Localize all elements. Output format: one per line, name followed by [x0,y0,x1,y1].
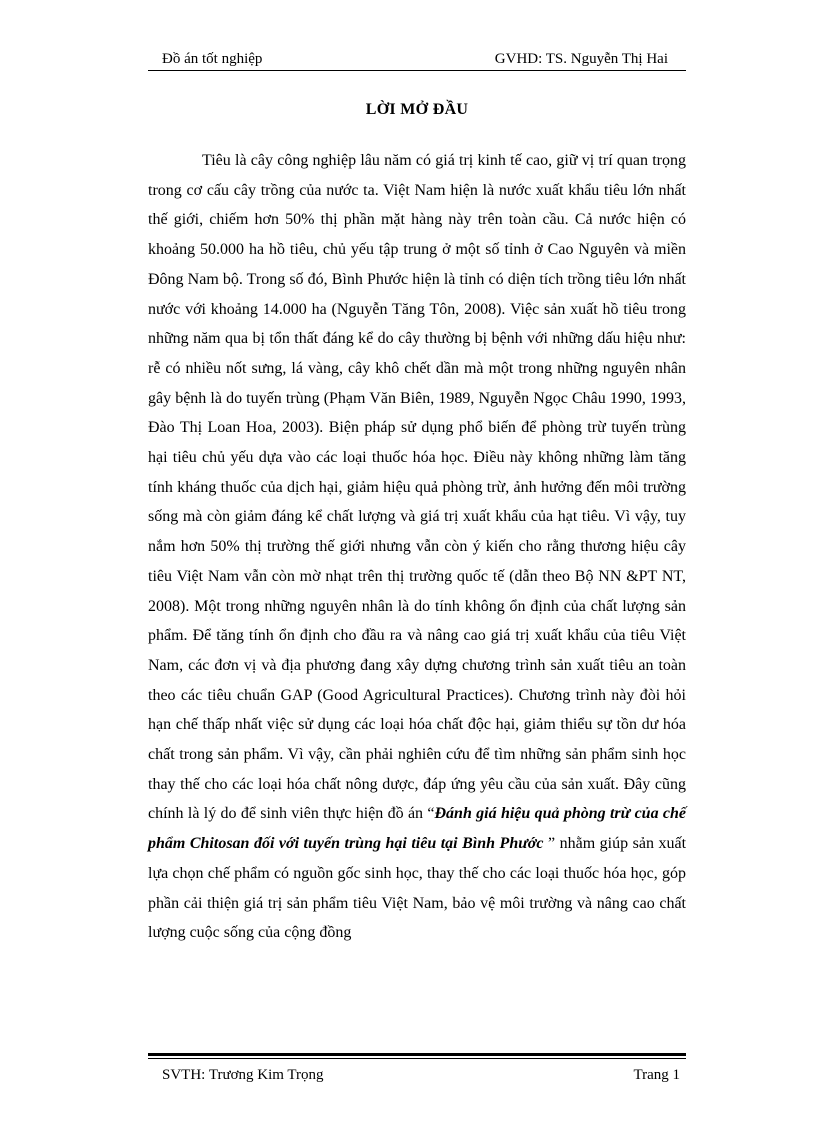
footer-page-number: Trang 1 [633,1067,680,1083]
header-advisor: GVHD: TS. Nguyễn Thị Hai [494,51,668,67]
body-text-part1: Tiêu là cây công nghiệp lâu năm có giá trị kinh tế cao, giữ vị trí quan trọng trong cơ cấu cây trồng của nước ta. Việt Nam hiện là nước xuất khẩu tiêu lớn nhất thế giới, chiếm hơn 50% thị phần mặt hàng này trên toàn cầu. Cả nước hiện có khoảng 50.000 ha hồ tiêu, chủ yếu tập trung ở một số tỉnh ở Cao Nguyên và miền Đông Nam bộ. Trong số đó, Bình Phước hiện là tỉnh có diện tích trồng tiêu lớn nhất nước với khoảng 14.000 ha (Nguyễn Tăng Tôn, 2008). Việc sản xuất hồ tiêu trong những năm qua bị tổn thất đáng kể do cây thường bị bệnh với những dấu hiệu như: rễ có nhiều nốt sưng, lá vàng, cây khô chết dần mà một trong những nguyên nhân gây bệnh là do tuyến trùng (Phạm Văn Biên, 1989, Nguyễn Ngọc Châu 1990, 1993, Đào Thị Loan Hoa, 2003). Biện pháp sử dụng phổ biến để phòng trừ tuyến trùng hại tiêu chủ yếu dựa vào các loại thuốc hóa học. Điều này không những làm tăng tính kháng thuốc của dịch hại, giảm hiệu quả phòng trừ, ảnh hưởng đến môi trường sống mà còn giảm đáng kể chất lượng và giá trị xuất khẩu của hạt tiêu. Vì vậy, tuy nắm hơn 50% thị trường thế giới nhưng vẫn còn ý kiến cho rằng thương hiệu cây tiêu Việt Nam vẫn còn mờ nhạt trên thị trường quốc tế (dẫn theo Bộ NN &PT NT, 2008). Một trong những nguyên nhân là do tính không ổn định của chất lượng sản phẩm. Để tăng tính ổn định cho đầu ra và nâng cao giá trị xuất khẩu của tiêu Việt Nam, các đơn vị và địa phương đang xây dựng chương trình sản xuất tiêu an toàn theo các tiêu chuẩn GAP (Good Agricultural Practices). Chương trình này đòi hỏi hạn chế thấp nhất việc sử dụng các loại hóa chất độc hại, giảm thiểu sự tồn dư hóa chất trong sản phẩm. Vì vậy, cần phải nghiên cứu để tìm những sản phẩm sinh học thay thế cho các loại hóa chất nông dược, đáp ứng yêu cầu của sản xuất. Đây cũng chính là lý do để sinh viên thực hiện đồ án “ [148,152,686,823]
footer-student: SVTH: Trương Kim Trọng [162,1067,324,1083]
footer-divider-thin [148,1058,686,1059]
thesis-topic-emphasis: Đánh giá hiệu quả phòng trừ của chế phẩm Chitosan đối với tuyến trùng hại tiêu tại Bình Phước [148,805,687,853]
page-footer [148,1062,686,1086]
header-thesis-label: Đồ án tốt nghiệp [162,51,263,67]
page-title: LỜI MỞ ĐẦU [365,101,469,118]
footer-divider-thick [148,1053,686,1056]
body-text-part2: ” nhằm giúp sản xuất lựa chọn chế phẩm có nguồn gốc sinh học, thay thế cho các loại thuốc hóa học, góp phần cải thiện giá trị sản phẩm tiêu Việt Nam, bảo vệ môi trường và nâng cao chất lượng cuộc sống của cộng đồng [148,835,687,942]
body-paragraph [148,146,686,948]
page-header [148,46,686,71]
